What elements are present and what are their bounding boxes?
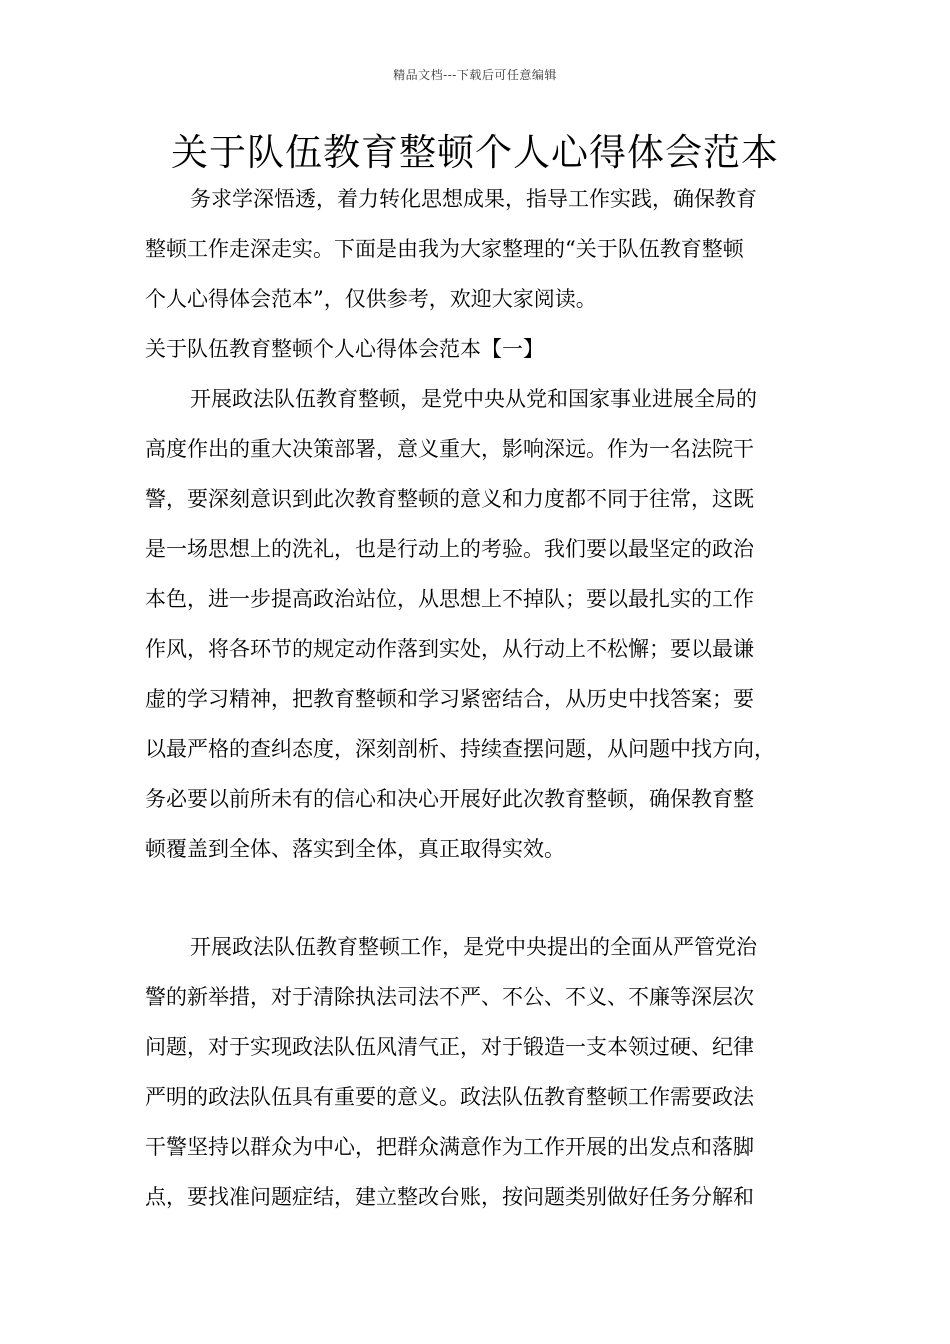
paragraph1-line: 作风，将各环节的规定动作落到实处，从行动上不松懈；要以最谦 <box>145 637 754 661</box>
paragraph2-line: 警的新举措，对于清除执法司法不严、不公、不义、不廉等深层次 <box>145 985 754 1009</box>
document-title: 关于队伍教育整顿个人心得体会范本 <box>171 131 779 174</box>
paragraph2-line: 问题，对于实现政法队伍风清气正，对于锻造一支本领过硬、纪律 <box>145 1035 754 1059</box>
intro-line: 整顿工作走深走实。下面是由我为大家整理的“关于队伍教育整顿 <box>145 237 744 261</box>
intro-line: 务求学深悟透，着力转化思想成果，指导工作实践，确保教育 <box>190 187 757 211</box>
paragraph1-line: 务必要以前所未有的信心和决心开展好此次教育整顿，确保教育整 <box>145 787 754 811</box>
header-note: 精品文档---下载后可任意编辑 <box>393 68 557 82</box>
paragraph2-line: 干警坚持以群众为中心，把群众满意作为工作开展的出发点和落脚 <box>145 1135 754 1159</box>
paragraph1-line: 顿覆盖到全体、落实到全体，真正取得实效。 <box>145 837 565 861</box>
paragraph1-line: 高度作出的重大决策部署，意义重大，影响深远。作为一名法院干 <box>145 437 754 461</box>
paragraph1-line: 虚的学习精神，把教育整顿和学习紧密结合，从历史中找答案；要 <box>145 687 754 711</box>
intro-line: 个人心得体会范本”，仅供参考，欢迎大家阅读。 <box>145 287 597 311</box>
paragraph2-line: 严明的政法队伍具有重要的意义。政法队伍教育整顿工作需要政法 <box>145 1085 754 1109</box>
paragraph1-line: 是一场思想上的洗礼，也是行动上的考验。我们要以最坚定的政治 <box>145 537 754 561</box>
paragraph1-line: 警，要深刻意识到此次教育整顿的意义和力度都不同于往常，这既 <box>145 487 754 511</box>
paragraph1-line: 本色，进一步提高政治站位，从思想上不掉队；要以最扎实的工作 <box>145 587 754 611</box>
paragraph1-line: 开展政法队伍教育整顿，是党中央从党和国家事业进展全局的 <box>190 387 757 411</box>
paragraph1-line: 以最严格的查纠态度，深刻剖析、持续查摆问题，从问题中找方向， <box>145 737 775 761</box>
section-heading: 关于队伍教育整顿个人心得体会范本【一】 <box>145 337 544 361</box>
paragraph2-line: 点，要找准问题症结，建立整改台账，按问题类别做好任务分解和 <box>145 1185 754 1209</box>
paragraph2-line: 开展政法队伍教育整顿工作，是党中央提出的全面从严管党治 <box>190 935 757 959</box>
